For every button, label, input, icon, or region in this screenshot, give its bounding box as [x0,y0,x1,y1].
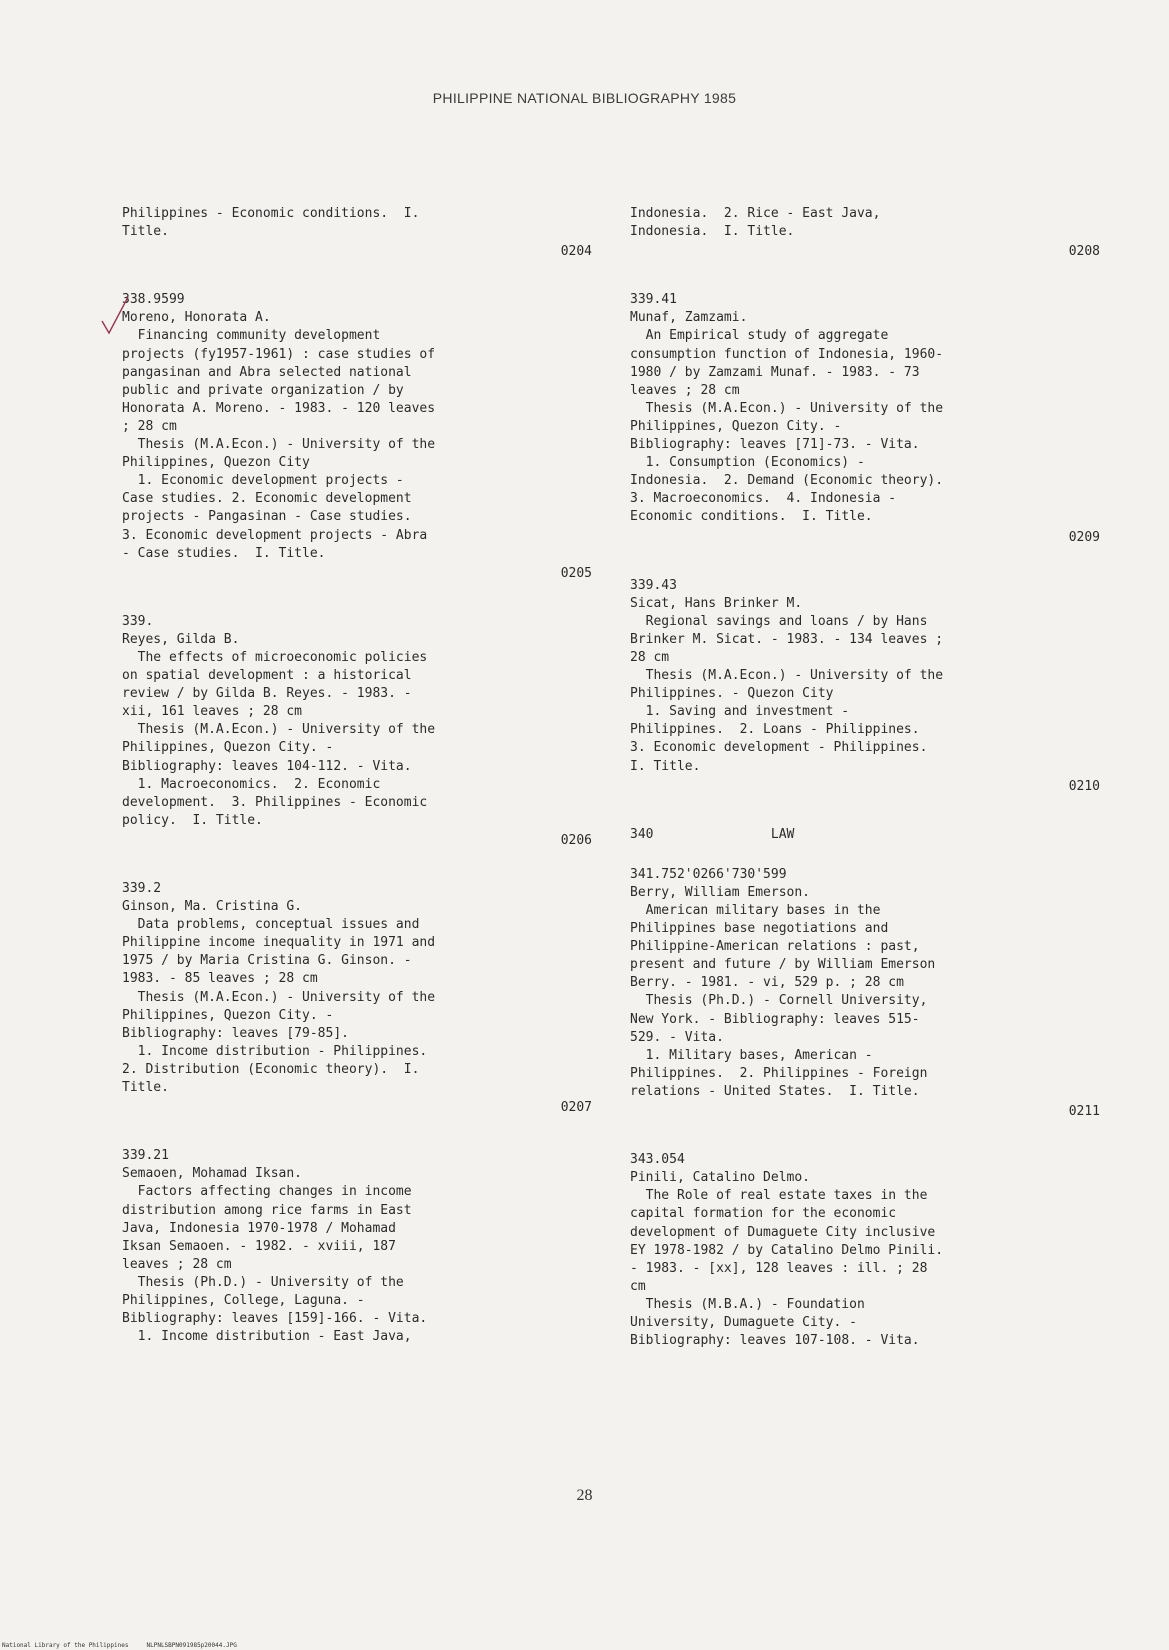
text-line: 3. Macroeconomics. 4. Indonesia - [630,491,897,507]
left-column [122,205,592,1376]
text-line: leaves ; 28 cm [630,382,740,398]
text-line: American military bases in the [645,903,881,918]
record-number: 0211 [1068,1104,1100,1120]
text-line: Indonesia. I. Title. [630,224,795,240]
class-number: 339.2 [122,881,162,896]
text-line: Philippine-American relations : past, [630,939,920,955]
subject-heading [630,826,1100,844]
text-line: EY 1978-1982 / by Catalino Delmo Pinili. [630,1242,944,1258]
text-line: Philippines base negotiations and [630,921,889,937]
text-line: Thesis (M.A.Econ.) - University of the [137,722,436,738]
text-line: distribution among rice farms in East [122,1202,412,1218]
text-line: Financing community development [137,328,381,344]
text-line: Bibliography: leaves 104-112. - Vita. [122,758,412,774]
right-entries-after [630,866,1100,1350]
text-line: on spatial development : a historical [122,668,412,684]
text-line: 1975 / by Maria Cristina G. Ginson. - [122,953,412,969]
text-line: Thesis (Ph.D.) - University of the [137,1274,404,1290]
text-line: University, Dumaguete City. - [630,1314,857,1330]
text-line: ; 28 cm [122,418,177,434]
text-line: 28 cm [630,649,670,665]
text-line: 529. - Vita. [630,1029,724,1045]
text-line: xii, 161 leaves ; 28 cm [122,704,303,720]
text-line: development of Dumaguete City inclusive [630,1224,936,1240]
catalog-entry [630,577,1100,796]
text-line: 3. Economic development - Philippines. [630,740,928,756]
author: Pinili, Catalino Delmo. [630,1170,811,1186]
record-number: 0209 [1068,529,1100,545]
text-line: Berry. - 1981. - vi, 529 p. ; 28 cm [630,975,904,991]
text-line: 1980 / by Zamzami Munaf. - 1983. - 73 [630,364,920,380]
text-line: Indonesia. 2. Rice - East Java, [630,206,881,221]
right-column [630,205,1100,1380]
text-line: pangasinan and Abra selected national [122,364,412,380]
text-line: projects - Pangasinan - Case studies. [122,509,412,525]
text-line: The effects of microeconomic policies [137,649,428,665]
text-line: 1. Consumption (Economics) - [645,455,865,471]
text-line: An Empirical study of aggregate [645,328,889,344]
catalog-entry [122,613,592,850]
record-number: 0210 [1068,778,1100,794]
right-continuation [630,205,1100,261]
continuation-lines [630,205,1100,241]
text-line: Thesis (M.A.Econ.) - University of the [137,437,436,453]
text-line: 1. Economic development projects - [137,473,404,489]
author: Semaoen, Mohamad Iksan. [122,1166,303,1182]
class-number: 339.21 [122,1148,169,1164]
text-line: public and private organization / by [122,382,404,398]
text-line: projects (fy1957-1961) : case studies of [122,346,436,362]
text-line: Philippines, Quezon City. - [630,418,842,434]
author: Munaf, Zamzami. [630,310,748,326]
author: Berry, William Emerson. [630,884,811,900]
text-line: Case studies. 2. Economic development [122,491,412,507]
text-line: New York. - Bibliography: leaves 515- [630,1011,920,1027]
text-line: Bibliography: leaves [79-85]. [122,1025,349,1041]
text-line: Thesis (M.A.Econ.) - University of the [645,400,944,416]
subject-label: LAW [770,826,795,842]
text-line: Java, Indonesia 1970-1978 / Mohamad [122,1220,396,1236]
text-line: capital formation for the economic [630,1206,897,1222]
class-number: 339.41 [630,292,677,308]
text-line: - 1983. - [xx], 128 leaves : ill. ; 28 [630,1260,928,1276]
running-header: PHILIPPINE NATIONAL BIBLIOGRAPHY 1985 [432,90,737,106]
text-line: Brinker M. Sicat. - 1983. - 134 leaves ; [630,631,944,647]
text-line: Regional savings and loans / by Hans [645,613,928,629]
author: Moreno, Honorata A. [122,310,271,326]
catalog-entry [630,1151,1100,1350]
text-line: Title. [122,224,169,240]
text-line: Philippines - Economic conditions. I. [122,206,420,221]
text-line: leaves ; 28 cm [122,1256,232,1272]
catalog-entry [122,1147,592,1346]
text-line: Thesis (M.B.A.) - Foundation [645,1296,865,1312]
text-line: Honorata A. Moreno. - 1983. - 120 leaves [122,400,436,416]
text-line: 2. Distribution (Economic theory). I. [122,1061,420,1077]
text-line: Philippines. 2. Philippines - Foreign [630,1065,928,1081]
text-line: policy. I. Title. [122,812,263,828]
record-number: 0208 [1068,244,1100,260]
check-mark-icon [100,295,130,335]
text-line: Philippines. - Quezon City [630,686,834,702]
subject-class: 340 [630,826,654,842]
text-line: development. 3. Philippines - Economic [122,794,428,810]
text-line: present and future / by William Emerson [630,957,936,973]
class-number: 343.054 [630,1152,685,1168]
text-line: Bibliography: leaves 107-108. - Vita. [630,1333,920,1349]
text-line: 1. Military bases, American - [645,1047,873,1063]
text-line: Title. [122,1080,169,1096]
text-line: I. Title. [630,758,701,774]
text-line: Bibliography: leaves [71]-73. - Vita. [630,437,920,453]
text-line: Data problems, conceptual issues and [137,917,420,933]
catalog-entry [122,880,592,1117]
right-entries [630,291,1100,795]
catalog-entry [630,866,1100,1121]
text-line: review / by Gilda B. Reyes. - 1983. - [122,686,412,702]
text-line: Economic conditions. I. Title. [630,509,873,525]
text-line: Bibliography: leaves [159]-166. - Vita. [122,1311,428,1327]
author: Sicat, Hans Brinker M. [630,595,803,611]
scan-footer: National Library of the Philippines NLPNLSBPN091985p20044.JPG [2,1642,237,1649]
text-line: cm [630,1278,646,1294]
text-line: Thesis (Ph.D.) - Cornell University, [645,993,928,1009]
left-entries [122,291,592,1346]
text-line: Philippines, Quezon City [122,455,310,471]
class-number: 341.752'0266'730'599 [630,866,787,882]
text-line: 1. Income distribution - East Java, [137,1329,412,1345]
text-line: The Role of real estate taxes in the [645,1188,928,1204]
text-line: - Case studies. I. Title. [122,545,326,561]
class-number: 338.9599 [122,292,185,308]
text-line: 1. Macroeconomics. 2. Economic [137,776,381,792]
text-line: Factors affecting changes in income [137,1184,412,1200]
text-line: 1. Saving and investment - [645,704,850,720]
text-line: Philippines, College, Laguna. - [122,1292,365,1308]
text-line: Thesis (M.A.Econ.) - University of the [137,989,436,1005]
continuation-lines [122,205,592,241]
page-number: 28 [576,1487,593,1504]
class-number: 339.43 [630,577,677,593]
text-line: 1. Income distribution - Philippines. [137,1043,428,1059]
text-line: Philippine income inequality in 1971 and [122,935,436,951]
author: Reyes, Gilda B. [122,631,240,647]
text-line: Indonesia. 2. Demand (Economic theory). [630,473,944,489]
text-line: 3. Economic development projects - Abra [122,527,428,543]
text-line: consumption function of Indonesia, 1960- [630,346,944,362]
class-number: 339. [122,613,154,629]
record-number: 0205 [560,565,592,581]
record-number: 0206 [560,832,592,848]
record-number: 0207 [560,1100,592,1116]
text-line: Iksan Semaoen. - 1982. - xviii, 187 [122,1238,396,1254]
author: Ginson, Ma. Cristina G. [122,899,303,915]
text-line: Thesis (M.A.Econ.) - University of the [645,668,944,684]
catalog-entry [122,291,592,583]
catalog-entry [630,291,1100,546]
text-line: Philippines, Quezon City. - [122,1007,334,1023]
record-number: 0204 [560,244,592,260]
text-line: relations - United States. I. Title. [630,1083,920,1099]
left-continuation [122,205,592,261]
text-line: 1983. - 85 leaves ; 28 cm [122,971,318,987]
text-line: Philippines. 2. Loans - Philippines. [630,722,920,738]
text-line: Philippines, Quezon City. - [122,740,334,756]
